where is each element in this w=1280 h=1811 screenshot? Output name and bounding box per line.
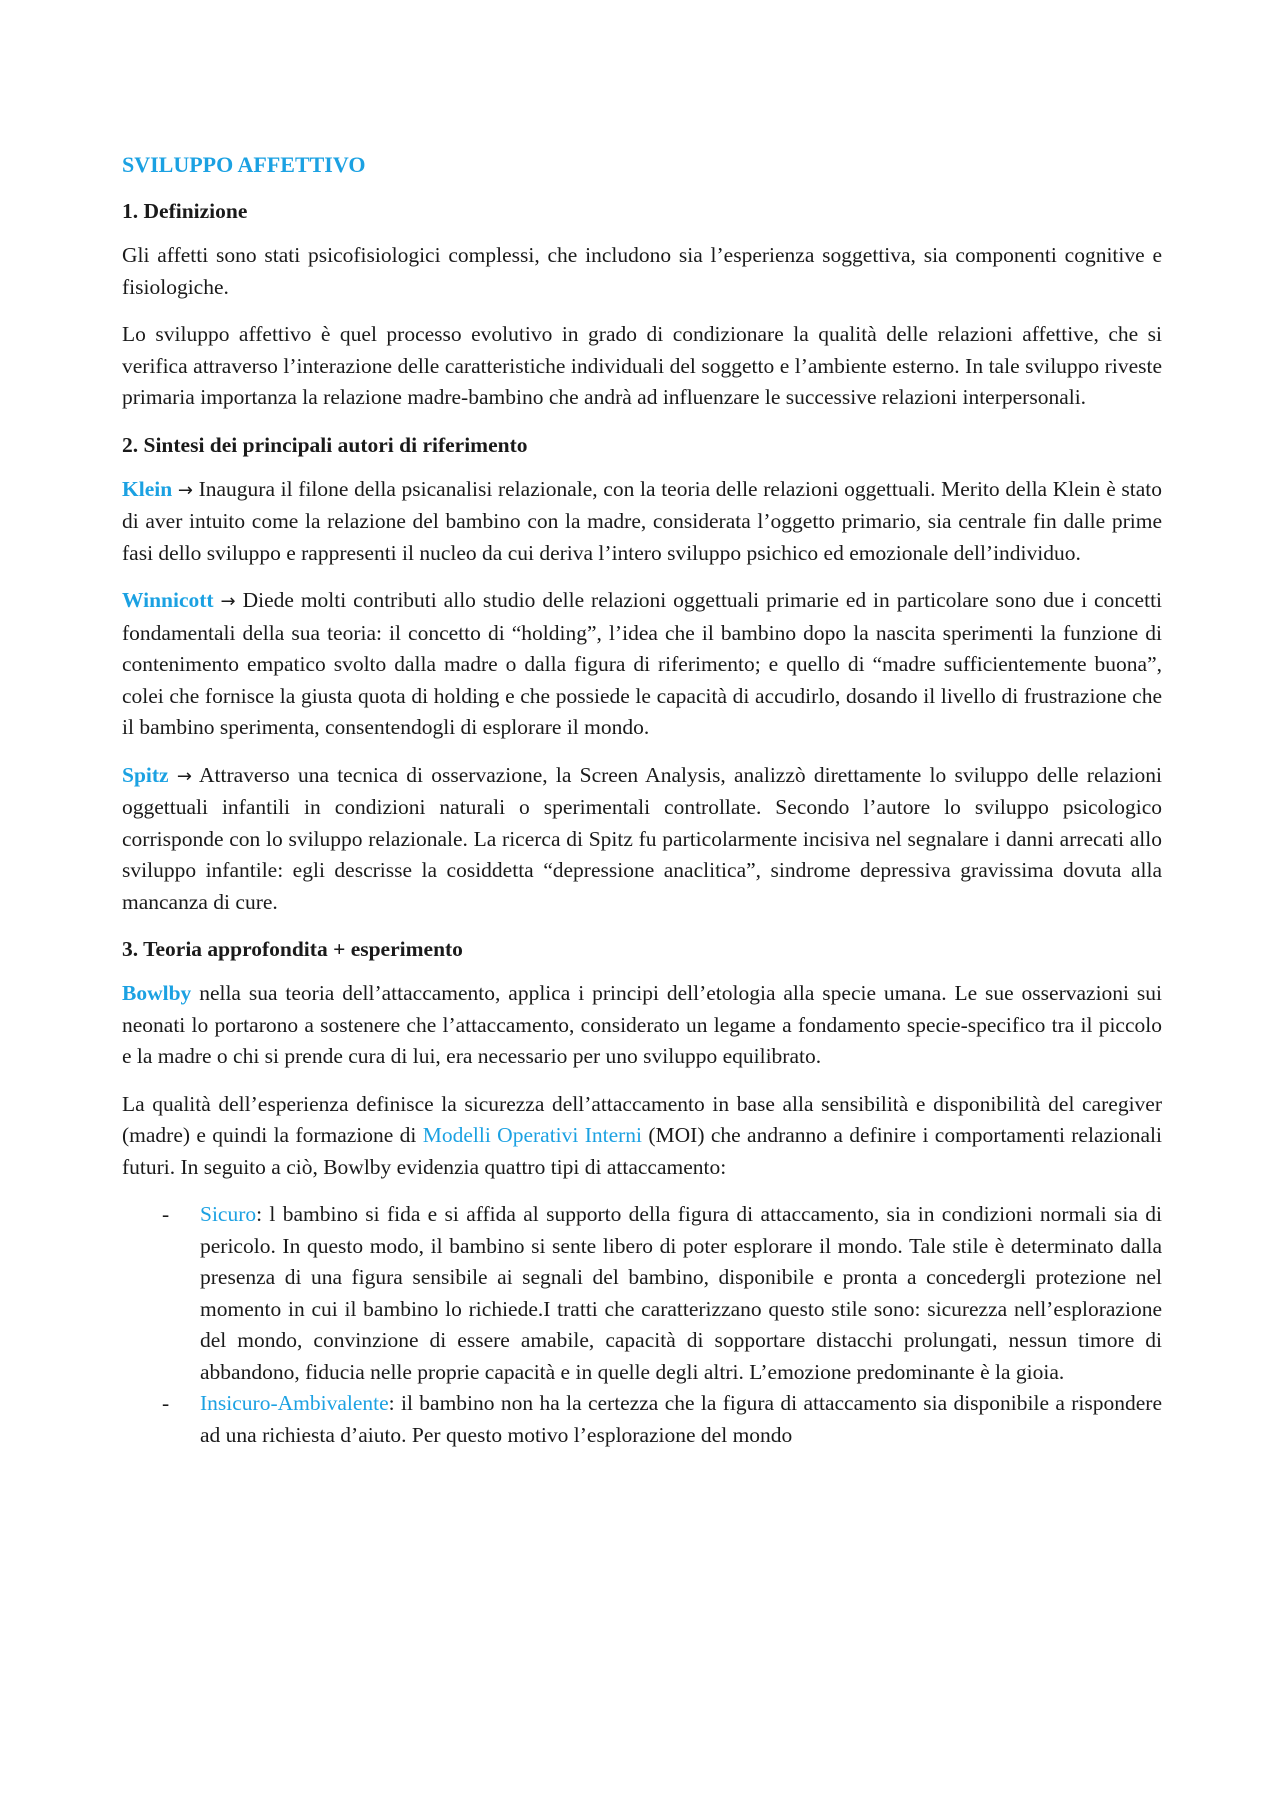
author-name-winnicott: Winnicott xyxy=(122,588,214,612)
author-paragraph-winnicott xyxy=(122,585,1162,744)
bowlby-text: nella sua teoria dell’attaccamento, applica i principi dell’etologia alla specie umana. Le sue osservazioni sui neonati lo portarono a sostenere che l’attaccamento, considerato un legame a fondamento specie-specifico tra il piccolo e la madre o chi si prende cura di lui, era necessario per uno sviluppo equilibrato. xyxy=(122,981,1162,1068)
paragraph-bowlby xyxy=(122,978,1162,1073)
attachment-term-sicuro[interactable]: Sicuro xyxy=(200,1202,257,1226)
list-item xyxy=(122,1199,1162,1388)
attachment-term-insicuro-ambivalente[interactable]: Insicuro-Ambivalente xyxy=(200,1391,389,1415)
moi-text-before: La qualità dell’esperienza definisce la sicurezza dell’attaccamento in base alla sensibilità e disponibilità del caregiver (madre) e quindi la formazione di xyxy=(122,1091,1162,1147)
arrow-right-icon: → xyxy=(176,765,192,787)
section-heading-autori: 2. Sintesi dei principali autori di riferimento xyxy=(122,432,528,457)
bullet-dash: - xyxy=(162,1202,170,1226)
section-heading-teoria: 3. Teoria approfondita + esperimento xyxy=(122,937,463,961)
author-paragraph-klein xyxy=(122,474,1162,570)
author-text-spitz: Attraverso una tecnica di osservazione, la Screen Analysis, analizzò direttamente lo sviluppo delle relazioni oggettuali infantili in condizioni naturali o sperimentali controllate. Secondo l’autore lo sviluppo psicologico corrisponde con lo sviluppo relazionale. La ricerca di Spitz fu particolarmente incisiva nel segnalare i danni arrecati allo sviluppo infantile: egli descrisse la cosiddetta “depressione anaclitica”, sindrome depressiva gravissima dovuta alla mancanza di cure. xyxy=(122,762,1162,914)
document-page xyxy=(122,150,1162,1451)
attachment-text-insicuro-ambivalente: : il bambino non ha la certezza che la figura di attaccamento sia disponibile a rispondere ad una richiesta d’aiuto. Per questo motivo l’esplorazione del mondo xyxy=(200,1391,1162,1447)
document-title: SVILUPPO AFFETTIVO xyxy=(122,152,366,177)
paragraph-definizione-1: Gli affetti sono stati psicofisiologici complessi, che includono sia l’esperienza soggettiva, sia componenti cognitive e fisiologiche. xyxy=(122,243,1162,299)
moi-text-after: (MOI) che andranno a definire i comportamenti relazionali futuri. In seguito a ciò, Bowlby evidenzia quattro tipi di attaccamento: xyxy=(122,1123,1162,1179)
author-text-klein: Inaugura il filone della psicanalisi relazionale, con la teoria delle relazioni oggettuali. Merito della Klein è stato di aver intuito come la relazione del bambino con la madre, considerata l’oggetto primario, sia centrale fin dalle prime fasi dello sviluppo e rappresenti il nucleo da cui deriva l’intero sviluppo psichico ed emozionale dell’individuo. xyxy=(122,476,1163,565)
attachment-list xyxy=(122,1199,1162,1451)
section-heading-definizione: 1. Definizione xyxy=(122,199,248,223)
author-name-klein: Klein xyxy=(122,476,173,501)
author-paragraph-spitz xyxy=(122,760,1162,919)
arrow-right-icon: → xyxy=(177,479,193,501)
list-item xyxy=(122,1388,1162,1451)
paragraph-moi xyxy=(122,1089,1162,1184)
author-text-winnicott: Diede molti contributi allo studio delle relazioni oggettuali primarie ed in particolare sono due i concetti fondamentali della sua teoria: il concetto di “holding”, l’idea che il bambino dopo la nascita sperimenti la funzione di contenimento empatico svolto dalla madre o dalla figura di riferimento; e quello di “madre sufficientemente buona”, colei che fornisce la giusta quota di holding e che possiede le capacità di accudirlo, dosando il livello di frustrazione che il bambino sperimenta, consentendogli di esplorare il mondo. xyxy=(122,588,1163,739)
bullet-dash: - xyxy=(162,1391,170,1415)
author-name-spitz: Spitz xyxy=(122,762,169,787)
attachment-text-sicuro: : l bambino si fida e si affida al supporto della figura di attaccamento, sia in condizioni normali sia di pericolo. In questo modo, il bambino si sente libero di poter esplorare il mondo. Tale stile è determinato dalla presenza di una figura sensibile ai segnali del bambino, disponibile e pronta a concedergli protezione nel momento in cui il bambino lo richiede.I tratti che caratterizzano questo stile sono: sicurezza nell’esplorazione del mondo, convinzione di essere amabile, capacità di sopportare distacchi prolungati, nessun timore di abbandono, fiducia nelle proprie capacità e in quelle degli altri. L’emozione predominante è la gioia. xyxy=(200,1202,1162,1384)
moi-link[interactable]: Modelli Operativi Interni xyxy=(422,1123,643,1147)
paragraph-definizione-2: Lo sviluppo affettivo è quel processo evolutivo in grado di condizionare la qualità delle relazioni affettive, che si verifica attraverso l’interazione delle caratteristiche individuali del soggetto e l’ambiente esterno. In tale sviluppo riveste primaria importanza la relazione madre-bambino che andrà ad influenzare le successive relazioni interpersonali. xyxy=(122,322,1162,409)
author-name-bowlby: Bowlby xyxy=(122,981,192,1005)
arrow-right-icon: → xyxy=(220,591,236,612)
